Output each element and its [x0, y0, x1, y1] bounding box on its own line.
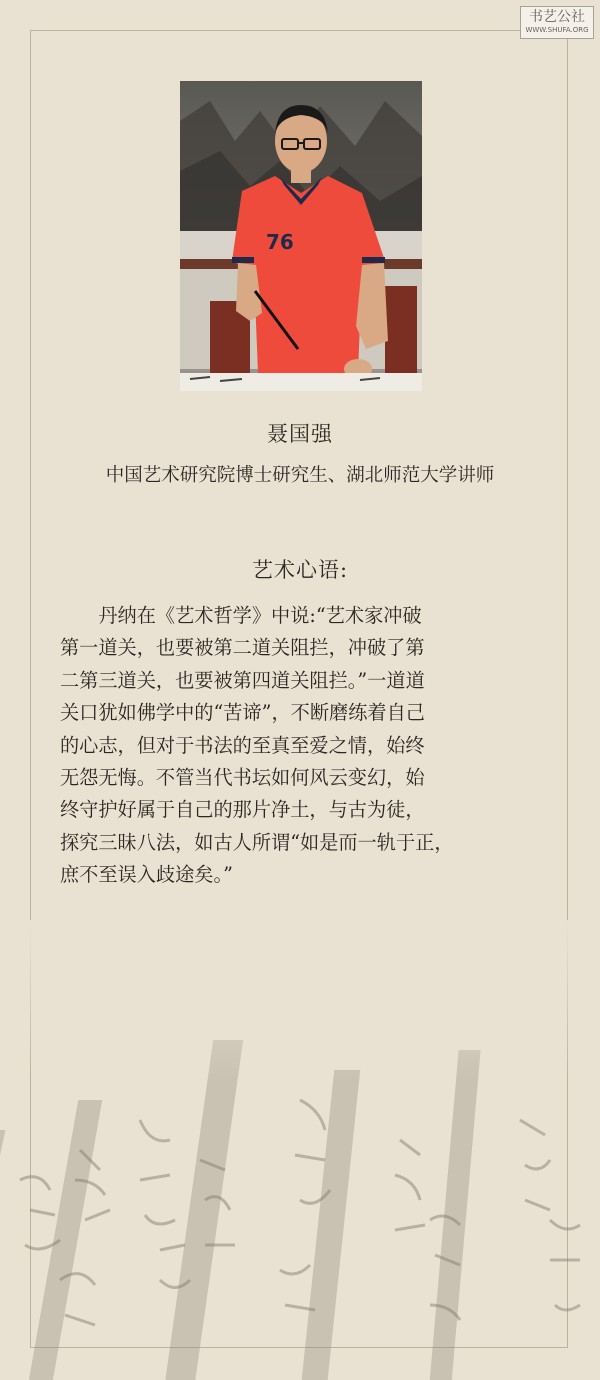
left-sleeve-trim [232, 257, 254, 263]
statement-line: 第一道关，也要被第二道关阻拦，冲破了第 [60, 636, 425, 660]
statement-line: 关口犹如佛学中的“苦谛”，不断磨练着自己 [60, 701, 425, 725]
statement-line: 探究三昧八法，如古人所谓“如是而一轨于正， [60, 830, 454, 854]
statement-line: 的心志，但对于书法的至真至爱之情，始终 [60, 733, 425, 757]
statement-line: 二第三道关，也要被第四道关阻拦。”一道道 [60, 668, 425, 692]
art-statement-heading: 艺术心语: [251, 558, 349, 582]
statement-line: 丹纳在《艺术哲学》中说:“艺术家冲破 [60, 604, 422, 627]
artist-name: 聂国强 [267, 422, 333, 446]
statement-line: 终守护好属于自己的那片净土，与古为徒， [60, 798, 425, 822]
site-watermark [520, 6, 594, 39]
art-statement-paragraph [60, 600, 540, 892]
watermark-url: WWW.SHUFA.ORG [525, 26, 589, 34]
right-sleeve-trim [362, 257, 385, 263]
chair-right [385, 286, 417, 381]
portrait-illustration [180, 81, 422, 391]
artist-title: 中国艺术研究院博士研究生、湖北师范大学讲师 [105, 465, 495, 486]
faded-calligraphy-background [0, 920, 600, 1380]
watermark-logo: 书艺公社 [529, 9, 585, 25]
statement-line: 庶不至误入歧途矣。” [60, 863, 233, 887]
shirt-number: 76 [266, 230, 294, 254]
statement-line: 无怨无悔。不管当代书坛如何风云变幻，始 [60, 766, 425, 790]
portrait-photo [180, 81, 422, 391]
paper-on-table [180, 373, 422, 391]
